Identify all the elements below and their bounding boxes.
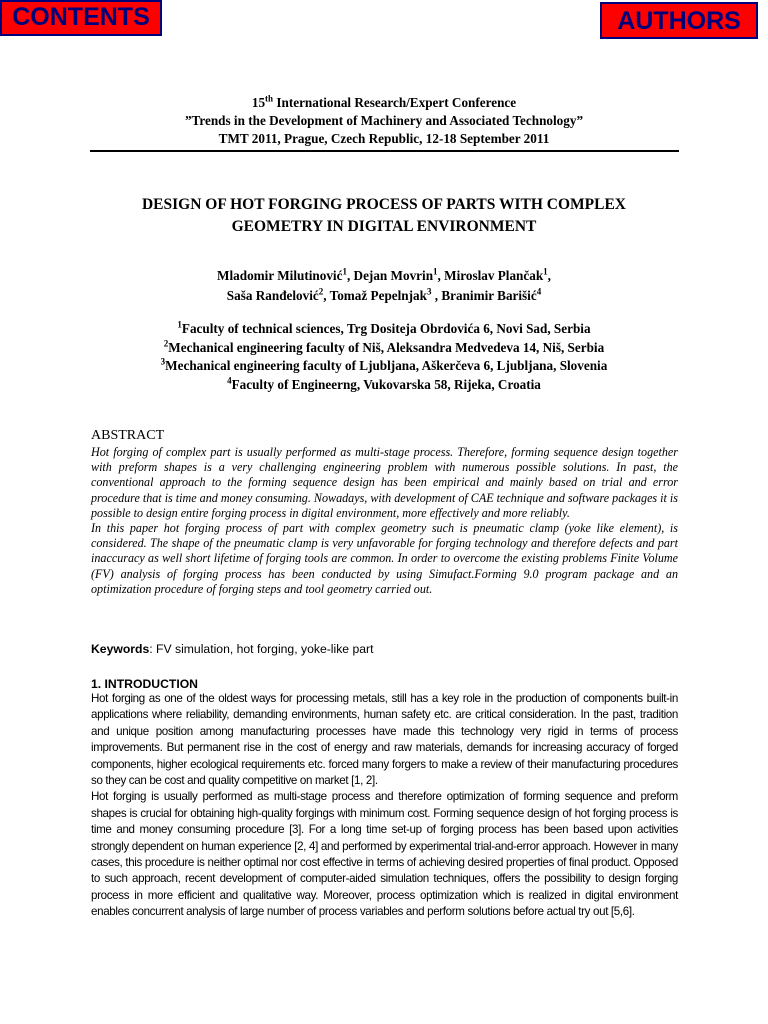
author-name: Tomaž Pepelnjak [329, 288, 427, 303]
title-line-1: DESIGN OF HOT FORGING PROCESS OF PARTS WITH COMPLEX [141, 196, 627, 213]
conference-line-3: TMT 2011, Prague, Czech Republic, 12-18 September 2011 [218, 131, 550, 146]
author-line-1: Mladomir Milutinović$^1$, Dejan Movrin$^1$, Miroslav Plančak$^1$, [217, 266, 551, 283]
affiliation-item: $^4$Faculty of Engineerng, Vukovarska 58, Rijeka, Croatia [227, 375, 541, 392]
title-line-2: GEOMETRY IN DIGITAL ENVIRONMENT [231, 218, 537, 235]
introduction-paragraph: Hot forging is usually performed as multi-stage process and therefore optimization of forming sequence and preform shapes is crucial for obtaining high-quality forgings with minimum cost. Forming sequence design of hot forging process is time and money consuming procedure [3]. For a long time set-up of forging process has been based upon activities strongly dependent on human experience [2, 4] and performed by experimental trial-and-error approach. However in many cases, this procedure is neither optimal nor cost effective in terms of achieving desired properties of final product. Opposed to such approach, recent development of computer-aided simulation techniques, offers the possibility to design forging process in more efficient and qualitative way. Moreover, process optimization which is realized in digital environment enables concurrent analysis of large number of process variables and perform solutions before actual try out [5,6]. [91, 790, 678, 919]
header-divider [90, 150, 679, 152]
abstract-heading: ABSTRACT [91, 428, 165, 443]
introduction-heading: 1. INTRODUCTION [91, 677, 198, 691]
contents-button[interactable]: CONTENTS [0, 0, 162, 36]
keywords [91, 642, 678, 657]
conference-line-1: 15th International Research/Expert Conference [251, 93, 517, 110]
introduction-body [91, 691, 678, 921]
paper-title [0, 194, 768, 238]
affiliation-item: $^1$Faculty of technical sciences, Trg Dositeja Obrdovića 6, Novi Sad, Serbia [177, 319, 591, 336]
abstract-body [91, 445, 678, 597]
keywords-label: Keywords [91, 642, 150, 656]
affiliation-item: $^3$Mechanical engineering faculty of Ljubljana, Aškerčeva 6, Ljubljana, Slovenia [160, 356, 608, 373]
affiliation-item: $^2$Mechanical engineering faculty of Niš, Aleksandra Medvedeva 14, Niš, Serbia [163, 338, 605, 355]
keywords-text: : FV simulation, hot forging, yoke-like part [149, 642, 374, 656]
affiliation-list [0, 320, 768, 394]
authors-button[interactable]: AUTHORS [600, 2, 758, 39]
conference-header [0, 94, 768, 148]
conference-line-2: ”Trends in the Development of Machinery and Associated Technology” [184, 113, 584, 128]
author-name: Mladomir Milutinović [217, 268, 343, 283]
author-name: Dejan Movrin [353, 268, 434, 283]
abstract-paragraph: Hot forging of complex part is usually performed as multi-stage process. Therefore, forming sequence design together with preform shapes is a very challenging engineering problem with numerous possible solutions. In past, the conventional approach to the forming sequence design has been empirical and mainly based on trial and error procedure that is time and money consuming. Nowadays, with development of CAE technique and software packages it is possible to design entire forging process in digital environment, more effectively and more reliably. [91, 445, 678, 520]
abstract-paragraph: In this paper hot forging process of part with complex geometry such is pneumatic clamp (yoke like element), is considered. The shape of the pneumatic clamp is very unfavorable for forging technology and therefore defects and part inaccuracy as well short lifetime of forging tools are common. In order to overcome the existing problems Finite Volume (FV) analysis of forging process has been conducted by using Simufact.Forming 9.0 program package and an optimization procedure of forging steps and tool geometry carried out. [91, 521, 678, 596]
author-name: Branimir Barišić [441, 288, 537, 303]
author-list [0, 266, 768, 306]
introduction-paragraph: Hot forging as one of the oldest ways for processing metals, still has a key role in the production of components built-in applications where reliability, demanding environments, human safety etc. are critical consideration. In the past, tradition and unique position among manufacturing processes have made this technology very rigid in terms of process improvements. But permanent rise in the cost of energy and raw materials, demands for increasing accuracy of forged components, higher ecological requirements etc. forced many forgers to make a review of their manufacturing procedures so they can be cost and quality competitive on market [1, 2]. [91, 692, 678, 788]
author-name: Miroslav Plančak [444, 268, 544, 283]
author-name: Saša Ranđelović [226, 288, 319, 303]
author-line-2: Saša Ranđelović$^2$, Tomaž Pepelnjak$^3$ , Branimir Barišić$^4$ [226, 286, 542, 303]
